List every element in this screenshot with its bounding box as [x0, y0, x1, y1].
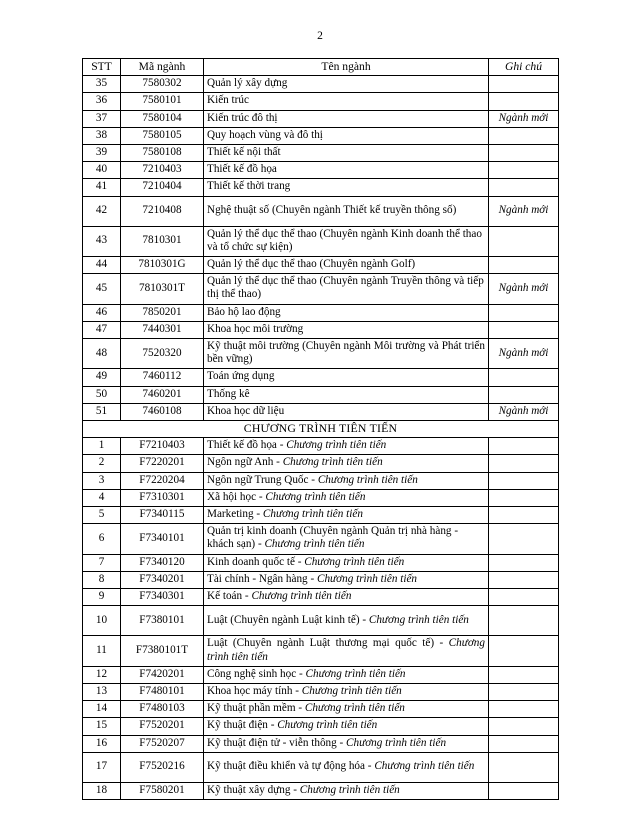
row-index: 3: [83, 472, 121, 489]
major-note: [489, 438, 559, 455]
major-name: Nghệ thuật số (Chuyên ngành Thiết kế truyền thông số): [204, 196, 489, 226]
major-name-text: Marketing -: [207, 508, 263, 521]
row-index: 2: [83, 455, 121, 472]
major-code: 7210408: [121, 196, 204, 226]
program-suffix-label: Chương trình tiên tiến: [265, 490, 366, 503]
major-name-text: Kỹ thuật điều khiển và tự động hóa -: [207, 760, 375, 773]
major-name: [204, 782, 489, 799]
row-index: 1: [83, 438, 121, 455]
table-row: [83, 257, 559, 274]
table-row: [83, 162, 559, 179]
table-row: [83, 524, 559, 554]
row-index: 51: [83, 403, 121, 420]
table-row: [83, 507, 559, 524]
major-code: 7850201: [121, 304, 204, 321]
row-index: 15: [83, 718, 121, 735]
major-note: [489, 489, 559, 506]
column-header-ten: Tên ngành: [204, 59, 489, 76]
major-code: F7580201: [121, 782, 204, 799]
table-row: [83, 683, 559, 700]
program-suffix-label: Chương trình tiên tiến: [277, 719, 378, 732]
table-row: [83, 321, 559, 338]
row-index: 43: [83, 226, 121, 256]
table-row: [83, 127, 559, 144]
column-header-ghi: Ghi chú: [489, 59, 559, 76]
major-name: Quy hoạch vùng và đô thị: [204, 127, 489, 144]
major-note: [489, 683, 559, 700]
section-heading-label: CHƯƠNG TRÌNH TIÊN TIẾN: [83, 421, 559, 438]
major-name: [204, 524, 489, 554]
major-note: [489, 162, 559, 179]
major-name-text: Kỹ thuật xây dựng -: [207, 783, 300, 796]
major-name: [204, 571, 489, 588]
program-suffix-label: Chương trình tiên tiến: [304, 555, 405, 568]
major-name: Quản lý thể dục thể thao (Chuyên ngành Truyền thông và tiếp thị thể thao): [204, 274, 489, 304]
major-code: F7220201: [121, 455, 204, 472]
row-index: 16: [83, 735, 121, 752]
major-name: Kỹ thuật môi trường (Chuyên ngành Môi trường và Phát triển bền vững): [204, 339, 489, 369]
major-name-text: Thiết kế đồ họa -: [207, 439, 287, 452]
major-note: [489, 386, 559, 403]
table-row: [83, 386, 559, 403]
major-name: [204, 718, 489, 735]
table-row: [83, 304, 559, 321]
major-name: Toán ứng dụng: [204, 369, 489, 386]
section-heading-row: [83, 421, 559, 438]
row-index: 17: [83, 752, 121, 782]
major-name-text: Kỹ thuật điện -: [207, 719, 278, 732]
major-code: F7220204: [121, 472, 204, 489]
major-code: F7340120: [121, 554, 204, 571]
program-suffix-label: Chương trình tiên tiến: [317, 473, 418, 486]
major-code: 7580101: [121, 93, 204, 110]
row-index: 48: [83, 339, 121, 369]
major-name: [204, 701, 489, 718]
table-row: [83, 489, 559, 506]
major-code: 7460112: [121, 369, 204, 386]
major-name: Quản lý thể dục thể thao (Chuyên ngành Kinh doanh thể thao và tổ chức sự kiện): [204, 226, 489, 256]
major-note: [489, 666, 559, 683]
major-name: [204, 683, 489, 700]
major-name-text: Luật (Chuyên ngành Luật thương mại quốc tế) -: [207, 637, 449, 650]
row-index: 6: [83, 524, 121, 554]
major-name-text: Khoa học máy tính -: [207, 684, 302, 697]
major-code: 7580104: [121, 110, 204, 127]
major-note: [489, 321, 559, 338]
program-suffix-label: Chương trình tiên tiến: [346, 736, 447, 749]
table-header-row: [83, 59, 559, 76]
table-row: [83, 110, 559, 127]
major-name-text: Xã hội học -: [207, 490, 266, 503]
row-index: 8: [83, 571, 121, 588]
major-name: [204, 438, 489, 455]
major-note: Ngành mới: [489, 339, 559, 369]
major-note: [489, 589, 559, 606]
major-name-text: Kỹ thuật phần mềm -: [207, 702, 305, 715]
major-note: [489, 735, 559, 752]
major-name: Thiết kế thời trang: [204, 179, 489, 196]
table-row: [83, 472, 559, 489]
major-name: Thiết kế nội thất: [204, 145, 489, 162]
major-code: F7520216: [121, 752, 204, 782]
major-code: F7340201: [121, 571, 204, 588]
table-row: [83, 196, 559, 226]
major-code: 7580108: [121, 145, 204, 162]
major-name: [204, 455, 489, 472]
major-name: Khoa học dữ liệu: [204, 403, 489, 420]
major-note: [489, 179, 559, 196]
table-row: [83, 735, 559, 752]
major-name: [204, 735, 489, 752]
major-name: [204, 472, 489, 489]
major-note: [489, 571, 559, 588]
table-row: [83, 701, 559, 718]
row-index: 41: [83, 179, 121, 196]
major-note: Ngành mới: [489, 110, 559, 127]
major-name-text: Ngôn ngữ Anh -: [207, 456, 283, 469]
table-row: [83, 226, 559, 256]
row-index: 39: [83, 145, 121, 162]
major-note: Ngành mới: [489, 403, 559, 420]
major-code: F7480103: [121, 701, 204, 718]
row-index: 14: [83, 701, 121, 718]
major-note: Ngành mới: [489, 196, 559, 226]
major-name-text: Tài chính - Ngân hàng -: [207, 572, 317, 585]
majors-table-container: [82, 58, 558, 800]
table-row: [83, 782, 559, 799]
major-note: [489, 455, 559, 472]
major-note: [489, 718, 559, 735]
program-suffix-label: Chương trình tiên tiến: [282, 456, 383, 469]
major-name: [204, 606, 489, 636]
row-index: 44: [83, 257, 121, 274]
program-suffix-label: Chương trình tiên tiến: [299, 783, 400, 796]
major-code: F7520201: [121, 718, 204, 735]
table-row: [83, 666, 559, 683]
table-row: [83, 752, 559, 782]
row-index: 38: [83, 127, 121, 144]
row-index: 10: [83, 606, 121, 636]
row-index: 12: [83, 666, 121, 683]
row-index: 18: [83, 782, 121, 799]
table-row: [83, 369, 559, 386]
table-row: [83, 438, 559, 455]
table-row: [83, 718, 559, 735]
major-note: Ngành mới: [489, 274, 559, 304]
row-index: 11: [83, 636, 121, 666]
table-row: [83, 606, 559, 636]
major-name: [204, 554, 489, 571]
program-suffix-label: Chương trình tiên tiến: [304, 702, 405, 715]
major-note: [489, 636, 559, 666]
major-name: Khoa học môi trường: [204, 321, 489, 338]
major-code: F7520207: [121, 735, 204, 752]
program-suffix-label: Chương trình tiên tiến: [264, 538, 365, 551]
major-name-text: Kinh doanh quốc tế -: [207, 555, 305, 568]
major-note: [489, 782, 559, 799]
table-body: [83, 59, 559, 800]
major-note: [489, 472, 559, 489]
row-index: 49: [83, 369, 121, 386]
row-index: 46: [83, 304, 121, 321]
row-index: 45: [83, 274, 121, 304]
row-index: 5: [83, 507, 121, 524]
row-index: 36: [83, 93, 121, 110]
major-note: [489, 304, 559, 321]
major-name: Kiến trúc đô thị: [204, 110, 489, 127]
row-index: 42: [83, 196, 121, 226]
major-name: Bảo hộ lao động: [204, 304, 489, 321]
row-index: 40: [83, 162, 121, 179]
major-code: 7580105: [121, 127, 204, 144]
major-code: 7580302: [121, 76, 204, 93]
program-suffix-label: Chương trình tiên tiến: [305, 667, 406, 680]
program-suffix-label: Chương trình tiên tiến: [207, 637, 485, 663]
major-code: 7460108: [121, 403, 204, 420]
table-row: [83, 179, 559, 196]
major-note: [489, 127, 559, 144]
major-code: 7810301T: [121, 274, 204, 304]
major-name: Quản lý xây dựng: [204, 76, 489, 93]
row-index: 50: [83, 386, 121, 403]
major-code: F7340101: [121, 524, 204, 554]
major-name: Quản lý thể dục thể thao (Chuyên ngành Golf): [204, 257, 489, 274]
table-row: [83, 554, 559, 571]
major-note: [489, 752, 559, 782]
program-suffix-label: Chương trình tiên tiến: [301, 684, 402, 697]
major-code: F7340301: [121, 589, 204, 606]
row-index: 35: [83, 76, 121, 93]
major-note: [489, 145, 559, 162]
major-name-text: Công nghệ sinh học -: [207, 667, 306, 680]
major-code: 7520320: [121, 339, 204, 369]
major-name: [204, 666, 489, 683]
row-index: 37: [83, 110, 121, 127]
table-row: [83, 339, 559, 369]
major-name: Thiết kế đồ họa: [204, 162, 489, 179]
major-note: [489, 606, 559, 636]
major-name-text: Luật (Chuyên ngành Luật kinh tế) -: [207, 613, 369, 626]
major-code: F7340115: [121, 507, 204, 524]
table-row: [83, 76, 559, 93]
row-index: 9: [83, 589, 121, 606]
major-name: [204, 636, 489, 666]
table-row: [83, 455, 559, 472]
major-note: [489, 507, 559, 524]
major-code: 7440301: [121, 321, 204, 338]
major-name: [204, 752, 489, 782]
table-row: [83, 636, 559, 666]
major-note: [489, 76, 559, 93]
major-code: 7810301G: [121, 257, 204, 274]
major-note: [489, 369, 559, 386]
major-name: [204, 589, 489, 606]
major-name: [204, 507, 489, 524]
major-code: F7380101T: [121, 636, 204, 666]
table-row: [83, 571, 559, 588]
page-number: 2: [317, 30, 323, 42]
major-code: 7810301: [121, 226, 204, 256]
program-suffix-label: Chương trình tiên tiến: [251, 590, 352, 603]
major-name-text: Ngôn ngữ Trung Quốc -: [207, 473, 318, 486]
major-note: [489, 524, 559, 554]
major-note: [489, 93, 559, 110]
major-code: 7460201: [121, 386, 204, 403]
major-note: [489, 701, 559, 718]
major-code: F7210403: [121, 438, 204, 455]
major-name-text: Kế toán -: [207, 590, 252, 603]
major-note: [489, 554, 559, 571]
major-note: [489, 226, 559, 256]
table-row: [83, 93, 559, 110]
program-suffix-label: Chương trình tiên tiến: [316, 572, 417, 585]
major-name: Thống kê: [204, 386, 489, 403]
row-index: 4: [83, 489, 121, 506]
major-code: F7310301: [121, 489, 204, 506]
column-header-ma: Mã ngành: [121, 59, 204, 76]
major-note: [489, 257, 559, 274]
major-name: Kiến trúc: [204, 93, 489, 110]
major-name-text: Kỹ thuật điện tử - viễn thông -: [207, 736, 347, 749]
major-name-text: Quản trị kinh doanh (Chuyên ngành Quản trị nhà hàng - khách sạn) -: [207, 525, 459, 551]
table-row: [83, 589, 559, 606]
row-index: 7: [83, 554, 121, 571]
program-suffix-label: Chương trình tiên tiến: [262, 508, 363, 521]
row-index: 47: [83, 321, 121, 338]
row-index: 13: [83, 683, 121, 700]
table-row: [83, 145, 559, 162]
program-suffix-label: Chương trình tiên tiến: [374, 760, 475, 773]
table-row: [83, 274, 559, 304]
table-row: [83, 403, 559, 420]
majors-table: [82, 58, 559, 800]
major-code: F7480101: [121, 683, 204, 700]
major-name: [204, 489, 489, 506]
column-header-stt: STT: [83, 59, 121, 76]
program-suffix-label: Chương trình tiên tiến: [368, 613, 469, 626]
major-code: F7380101: [121, 606, 204, 636]
program-suffix-label: Chương trình tiên tiến: [286, 439, 387, 452]
major-code: 7210404: [121, 179, 204, 196]
major-code: 7210403: [121, 162, 204, 179]
major-code: F7420201: [121, 666, 204, 683]
